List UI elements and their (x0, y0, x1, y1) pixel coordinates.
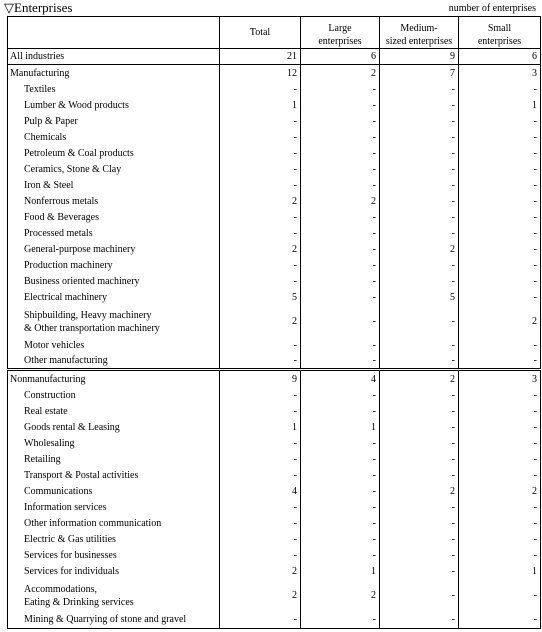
cell-large: - (301, 500, 380, 516)
cell-total: - (220, 114, 301, 130)
cell-total: 1 (220, 98, 301, 114)
row-label: Mining & Quarrying of stone and gravel (8, 612, 220, 629)
row-label: Accommodations, Eating & Drinking services (8, 580, 220, 612)
table-row-services-individuals (8, 564, 541, 580)
cell-total: 2 (220, 580, 301, 612)
cell-medium: 7 (380, 65, 459, 82)
table-title: ▽Enterprises (4, 0, 73, 15)
cell-small: - (459, 500, 541, 516)
cell-total: - (220, 258, 301, 274)
cell-small: - (459, 420, 541, 436)
cell-small: 1 (459, 564, 541, 580)
cell-large: 1 (301, 564, 380, 580)
column-header-small: Small enterprises (459, 17, 541, 49)
cell-small: - (459, 354, 541, 370)
cell-total: 21 (220, 49, 301, 65)
cell-large: - (301, 146, 380, 162)
cell-large: - (301, 98, 380, 114)
row-label: Business oriented machinery (8, 274, 220, 290)
cell-medium: - (380, 162, 459, 178)
cell-small: - (459, 258, 541, 274)
row-label: Ceramics, Stone & Clay (8, 162, 220, 178)
cell-large: 2 (301, 65, 380, 82)
row-label: Transport & Postal activities (8, 468, 220, 484)
cell-total: - (220, 146, 301, 162)
cell-large: - (301, 612, 380, 629)
cell-medium: - (380, 420, 459, 436)
cell-total: - (220, 436, 301, 452)
cell-total: - (220, 82, 301, 98)
cell-large: - (301, 130, 380, 146)
cell-medium: - (380, 210, 459, 226)
table-row-chemicals (8, 130, 541, 146)
cell-small: - (459, 612, 541, 629)
row-label: Real estate (8, 404, 220, 420)
cell-large: - (301, 242, 380, 258)
cell-small: - (459, 436, 541, 452)
cell-total: - (220, 404, 301, 420)
row-label: Production machinery (8, 258, 220, 274)
cell-medium: - (380, 274, 459, 290)
table-row-transport (8, 468, 541, 484)
cell-medium: - (380, 130, 459, 146)
cell-large: - (301, 338, 380, 354)
table-row-wholesaling (8, 436, 541, 452)
row-label: Information services (8, 500, 220, 516)
cell-large: - (301, 468, 380, 484)
table-row-nonmanufacturing (8, 370, 541, 388)
row-label-header (8, 17, 220, 49)
cell-small: 3 (459, 65, 541, 82)
cell-medium: - (380, 114, 459, 130)
cell-total: - (220, 354, 301, 370)
table-row-mining (8, 612, 541, 629)
cell-medium: - (380, 580, 459, 612)
row-label: Retailing (8, 452, 220, 468)
enterprises-table (7, 16, 541, 629)
row-label: Shipbuilding, Heavy machinery & Other transportation machinery (8, 306, 220, 338)
table-row-retailing (8, 452, 541, 468)
cell-total: - (220, 612, 301, 629)
cell-large: - (301, 516, 380, 532)
cell-small: - (459, 532, 541, 548)
row-label: Iron & Steel (8, 178, 220, 194)
row-label: Services for individuals (8, 564, 220, 580)
table-row-general-machinery (8, 242, 541, 258)
table-row-iron (8, 178, 541, 194)
cell-medium: - (380, 306, 459, 338)
table-row-other-manufacturing (8, 354, 541, 370)
cell-medium: - (380, 388, 459, 404)
cell-total: - (220, 516, 301, 532)
cell-small: 1 (459, 98, 541, 114)
cell-small: 6 (459, 49, 541, 65)
cell-medium: - (380, 98, 459, 114)
cell-small: - (459, 82, 541, 98)
cell-medium: - (380, 532, 459, 548)
cell-large: - (301, 436, 380, 452)
cell-small: - (459, 548, 541, 564)
table-row-electric-gas (8, 532, 541, 548)
cell-medium: - (380, 612, 459, 629)
cell-medium: 5 (380, 290, 459, 306)
cell-total: - (220, 548, 301, 564)
cell-total: - (220, 452, 301, 468)
cell-large: 2 (301, 580, 380, 612)
cell-medium: - (380, 564, 459, 580)
cell-small: - (459, 580, 541, 612)
cell-small: - (459, 388, 541, 404)
cell-large: 2 (301, 194, 380, 210)
table-row-pulp (8, 114, 541, 130)
cell-total: 2 (220, 242, 301, 258)
cell-total: 9 (220, 370, 301, 388)
cell-total: 2 (220, 306, 301, 338)
cell-medium: - (380, 468, 459, 484)
cell-small: - (459, 516, 541, 532)
cell-small: - (459, 274, 541, 290)
row-label: Electrical machinery (8, 290, 220, 306)
table-row-shipbuilding (8, 306, 541, 338)
column-header-total: Total (220, 17, 301, 49)
cell-small: - (459, 468, 541, 484)
cell-total: - (220, 388, 301, 404)
cell-large: - (301, 114, 380, 130)
cell-total: - (220, 274, 301, 290)
table-row-production-machinery (8, 258, 541, 274)
cell-medium: - (380, 500, 459, 516)
table-row-construction (8, 388, 541, 404)
cell-small: 2 (459, 306, 541, 338)
row-label: Petroleum & Coal products (8, 146, 220, 162)
cell-large: - (301, 290, 380, 306)
row-label: All industries (8, 49, 220, 65)
row-label: Pulp & Paper (8, 114, 220, 130)
unit-note: number of enterprises (448, 3, 536, 14)
cell-medium: - (380, 146, 459, 162)
table-row-electrical-machinery (8, 290, 541, 306)
row-label: Other information communication (8, 516, 220, 532)
cell-small: - (459, 452, 541, 468)
row-label: Textiles (8, 82, 220, 98)
cell-large: 6 (301, 49, 380, 65)
cell-small: - (459, 210, 541, 226)
cell-large: - (301, 548, 380, 564)
cell-medium: 2 (380, 370, 459, 388)
cell-large: - (301, 388, 380, 404)
cell-total: - (220, 162, 301, 178)
column-header-large: Large enterprises (301, 17, 380, 49)
table-row-accommodations (8, 580, 541, 612)
cell-total: - (220, 226, 301, 242)
cell-medium: - (380, 82, 459, 98)
cell-medium: 2 (380, 484, 459, 500)
table-body (8, 49, 541, 629)
cell-medium: 2 (380, 242, 459, 258)
row-label: Motor vehicles (8, 338, 220, 354)
cell-small: - (459, 194, 541, 210)
cell-small: - (459, 338, 541, 354)
row-label: Nonferrous metals (8, 194, 220, 210)
cell-total: - (220, 338, 301, 354)
table-row-real-estate (8, 404, 541, 420)
table-row-processed-metals (8, 226, 541, 242)
cell-medium: - (380, 258, 459, 274)
table-row-lumber (8, 98, 541, 114)
table-row-nonferrous (8, 194, 541, 210)
cell-total: 2 (220, 564, 301, 580)
table-row-ceramics (8, 162, 541, 178)
cell-small: - (459, 290, 541, 306)
cell-medium: - (380, 516, 459, 532)
header-row (8, 17, 541, 49)
cell-small: 2 (459, 484, 541, 500)
table-row-communications (8, 484, 541, 500)
cell-total: - (220, 532, 301, 548)
cell-medium: - (380, 452, 459, 468)
cell-large: - (301, 162, 380, 178)
cell-medium: - (380, 354, 459, 370)
cell-large: - (301, 404, 380, 420)
row-label: Services for businesses (8, 548, 220, 564)
cell-large: - (301, 226, 380, 242)
cell-large: - (301, 306, 380, 338)
row-label: Wholesaling (8, 436, 220, 452)
cell-total: - (220, 500, 301, 516)
cell-total: 1 (220, 420, 301, 436)
row-label: Food & Beverages (8, 210, 220, 226)
cell-total: 4 (220, 484, 301, 500)
row-label: Nonmanufacturing (8, 370, 220, 388)
cell-total: 2 (220, 194, 301, 210)
cell-small: - (459, 242, 541, 258)
row-label: Construction (8, 388, 220, 404)
table-row-manufacturing (8, 65, 541, 82)
cell-large: - (301, 532, 380, 548)
cell-large: 4 (301, 370, 380, 388)
cell-small: 3 (459, 370, 541, 388)
cell-small: - (459, 114, 541, 130)
table-row-textiles (8, 82, 541, 98)
cell-medium: - (380, 404, 459, 420)
cell-large: - (301, 452, 380, 468)
row-label: Communications (8, 484, 220, 500)
cell-total: 5 (220, 290, 301, 306)
cell-small: - (459, 146, 541, 162)
cell-small: - (459, 130, 541, 146)
cell-large: 1 (301, 420, 380, 436)
cell-medium: 9 (380, 49, 459, 65)
row-label: General-purpose machinery (8, 242, 220, 258)
cell-large: - (301, 210, 380, 226)
row-label: Electric & Gas utilities (8, 532, 220, 548)
cell-medium: - (380, 226, 459, 242)
table-row-business-machinery (8, 274, 541, 290)
cell-total: - (220, 210, 301, 226)
row-label: Chemicals (8, 130, 220, 146)
table-row-goods-rental (8, 420, 541, 436)
cell-large: - (301, 354, 380, 370)
table-row-other-info-comm (8, 516, 541, 532)
table-row-services-businesses (8, 548, 541, 564)
row-label: Processed metals (8, 226, 220, 242)
cell-medium: - (380, 436, 459, 452)
table-row-food (8, 210, 541, 226)
cell-small: - (459, 162, 541, 178)
cell-medium: - (380, 548, 459, 564)
cell-large: - (301, 82, 380, 98)
cell-medium: - (380, 178, 459, 194)
row-label: Lumber & Wood products (8, 98, 220, 114)
cell-large: - (301, 274, 380, 290)
table-row-information-services (8, 500, 541, 516)
cell-total: 12 (220, 65, 301, 82)
column-header-medium: Medium- sized enterprises (380, 17, 459, 49)
row-label: Manufacturing (8, 65, 220, 82)
row-label: Other manufacturing (8, 354, 220, 370)
cell-small: - (459, 178, 541, 194)
cell-total: - (220, 130, 301, 146)
table-row-motor-vehicles (8, 338, 541, 354)
cell-total: - (220, 468, 301, 484)
table-row-petroleum (8, 146, 541, 162)
table-row-all-industries (8, 49, 541, 65)
cell-large: - (301, 178, 380, 194)
cell-large: - (301, 484, 380, 500)
cell-large: - (301, 258, 380, 274)
cell-small: - (459, 226, 541, 242)
cell-medium: - (380, 194, 459, 210)
cell-small: - (459, 404, 541, 420)
cell-total: - (220, 178, 301, 194)
cell-medium: - (380, 338, 459, 354)
row-label: Goods rental & Leasing (8, 420, 220, 436)
